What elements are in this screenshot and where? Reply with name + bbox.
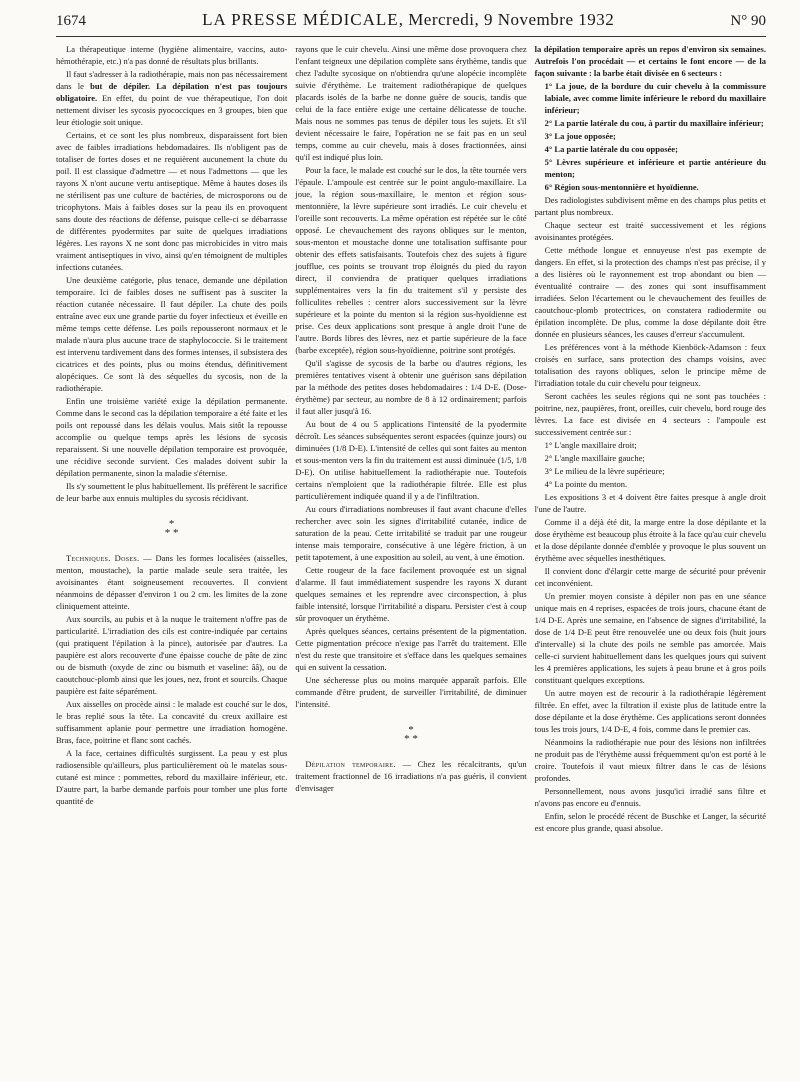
list-item: 6° Région sous-mentonnière et hyoïdienne.	[544, 182, 699, 192]
section-heading: Techniques. Doses.	[66, 553, 140, 563]
paragraph: Aux sourcils, au pubis et à la nuque le traitement n'offre pas de particularité. L'irradiation des cils est contre-indiquée par certains (qui pratiquent l'épilation à la pince), autorisée par d'autres. La paupière est alors recouverte d'une épaisse couche de pâte de zinc ou de bismuth (oxyde de zinc ou bismuth et vaseline: ââ), ou de caoutchouc-plomb ainsi que les joues, nez, front et sourcils. Chaque paupière est faite séparément.	[56, 614, 288, 696]
paragraph: Ils s'y soumettent le plus habituellement. Ils préfèrent le sacrifice de leur barbe aux ennuis multiples du sycosis récidivant.	[56, 481, 288, 503]
list-item: 1° L'angle maxillaire droit;	[544, 440, 637, 450]
paragraph: Chaque secteur est traité successivement et les régions avoisinantes protégées.	[534, 220, 766, 242]
page-header	[56, 10, 766, 37]
paragraph: Dépilation temporaire. — Chez les récalcitrants, qu'un traitement fractionnel de 16 irradiations n'a pas guéris, il convient d'envisager	[295, 759, 527, 793]
paragraph: Les préférences vont à la méthode Kienböck-Adamson : feux croisés en surface, sans protection des champs voisins, avec totalisation des rayons obliques, selon le principe même de l'irradiation totale du cuir chevelu pour teigneux.	[534, 342, 766, 388]
paragraph: Au bout de 4 ou 5 applications l'intensité de la pyodermite décroît. Les séances subséquentes seront espacées (quinze jours) ou diminuées (1/8 D-E). L'intensité de celles qui sont faites au menton et sous-menton vers la fin du traitement est aussi diminuée (1/5, 1/8 D-E). On utilise habituellement la radiothérapie nue. Toutefois certains n'emploient que la radiothérapie filtrée. Elle est plus particulièrement indiquée quand il y a de l'infiltration.	[295, 419, 527, 501]
issue-date: Mercredi, 9 Novembre 1932	[408, 10, 615, 29]
journal-title: LA PRESSE MÉDICALE	[202, 10, 399, 29]
paragraph: Une deuxième catégorie, plus tenace, demande une dépilation temporaire. Ici de faibles doses ne suffisent pas à susciter la réaction cutanée nécessaire. Il faut dépiler. La chute des poils entraîne avec eux une grande partie du foyer infectieux et éveille en même temps cette défense. Les poils repousseront normaux et le malade n'aura plus aucune trace de staphylococcie. Si le traitement est intervenu tardivement dans des formes intenses, il subsistera des cicatrices et des points, plus ou moins étendus, définitivement alopéciques. Ce sont là des séquelles du sycosis, non de la radiothérapie.	[56, 275, 288, 393]
column-3	[535, 43, 766, 835]
paragraph: Une sécheresse plus ou moins marquée apparaît parfois. Elle commande d'être prudent, de surveiller l'irritabilité, de diminuer l'intensité.	[295, 675, 527, 709]
paragraph: Qu'il s'agisse de sycosis de la barbe ou d'autres régions, les premières tentatives visent à obtenir une guérison sans dépilation par la méthode des petites doses hebdomadaires : 1/4 D-E. (Dose-érythème) par secteur, au nombre de 8 à 12 ordinairement; parfois il faut aller jusqu'à 16.	[295, 358, 527, 416]
column-1	[56, 43, 287, 835]
list-item: 1° La joue, de la bordure du cuir chevelu à la commissure labiale, avec comme limite inférieure le rebord du maxillaire inférieur;	[544, 81, 766, 115]
journal-title-line: LA PRESSE MÉDICALE, Mercredi, 9 Novembre 1932	[202, 10, 615, 29]
paragraph: Il faut s'adresser à la radiothérapie, mais non pas nécessairement dans le but de dépiler. La dépilation n'est pas toujours obligatoire. En effet, du point de vue thérapeutique, l'on doit nettement diviser les sycosis pyococciques en 3 groupes, bien que leur étiologie soit unique.	[56, 69, 288, 127]
list-item: 3° Le milieu de la lèvre supérieure;	[544, 466, 665, 476]
paragraph: rayons que le cuir chevelu. Ainsi une même dose provoquera chez l'enfant teigneux une dépilation complète sans érythème, tandis que chez l'adulte sycosique on n'obtiendra qu'une alopécie incomplète suivie d'érythème. Le traitement radiothérapique de quelques placards isolés de la barbe ne donne guère de soucis, tandis que celui de la face entière exige une certaine délicatesse de touche. Mais nous ne sommes pas tenus de dépiler tous les sujets. Et s'il devient nécessaire le faire, l'opération ne se fait pas en un seul temps, comme au cuir chevelu, mais à doses fractionnées, ainsi qu'il est indiqué plus loin.	[295, 44, 527, 162]
paragraph: Néanmoins la radiothérapie nue pour des lésions non infiltrées ne produit pas de l'érythème aussi fréquemment qu'on est porté à le croire. Toutefois il vaut mieux filtrer dans le cas de lésions profondes.	[534, 737, 766, 783]
paragraph: la dépilation temporaire après un repos d'environ six semaines. Autrefois l'on procédait — et certains le font encore — de la façon suivante : la barbe était divisée en 6 secteurs :	[534, 44, 766, 78]
column-2	[295, 43, 526, 835]
paragraph: Comme il a déjà été dit, la marge entre la dose dépilante et la dose érythème est beaucoup plus étroite à la face qu'au cuir chevelu et la dose dépilante donnée d'emblée y provoque le plus souvent un érythème avec séquelles inesthétiques.	[534, 517, 766, 563]
paragraph: Aux aisselles on procède ainsi : le malade est couché sur le dos, le bras replié sous la tête. La concavité du creux axillaire est suffisamment aplanie pour permettre une irradiation homogène. Bras, face, poitrine et flanc sont cachés.	[56, 699, 288, 745]
paragraph: Seront cachées les seules régions qui ne sont pas touchées : poitrine, nez, paupières, front, oreilles, cuir chevelu, bord rouge des lèvres. La face est divisée en 4 secteurs : l'ampoule est successivement centrée sur :	[534, 391, 766, 437]
list-item: 5° Lèvres supérieure et inférieure et partie antérieure du menton;	[544, 157, 766, 179]
list-item: 2° L'angle maxillaire gauche;	[544, 453, 645, 463]
paragraph: Personnellement, nous avons jusqu'ici irradié sans filtre et n'avons pas encore eu d'ennuis.	[534, 786, 766, 808]
paragraph: Un autre moyen est de recourir à la radiothérapie légèrement filtrée. En effet, avec la filtration il existe plus de latitude entre la dose dépilante et la dose érythème. Ces applications seront données tous les trois jours, 1/4 D-E, 4 fois, comme dans le premier cas.	[534, 688, 766, 734]
list-item: 4° La partie latérale du cou opposée;	[544, 144, 678, 154]
paragraph: A la face, certaines difficultés surgissent. La peau y est plus radiosensible qu'ailleurs, plus particulièrement où le matelas sous-cutané est mince : pommettes, rebord du maxillaire inférieur, etc. D'autre part, la barbe demande parfois pour tomber une plus forte quantité de	[56, 748, 288, 806]
issue-number: N° 90	[730, 13, 766, 29]
paragraph: La thérapeutique interne (hygiène alimentaire, vaccins, auto-hémothérapie, etc.) n'a pas donné de résultats plus brillants.	[56, 44, 288, 66]
paragraph: Pour la face, le malade est couché sur le dos, la tête tournée vers l'épaule. L'ampoule est centrée sur le point angulo-maxillaire. La joue, la région sous-maxillaire, le menton et région sous-mentonnière, la lèvre supérieure sont irradiés. Le cuir chevelu et l'oreille sont recouverts. La même opération est répétée sur le côté opposé. Le chevauchement des rayons obliques sur le menton, sous-menton et moustache donne une totalisation suffisante pour obtenir des effets satisfaisants. Toutefois chez des sujets à figure joufflue, ces points se trouvant trop éloignés du pied du rayon direct, il conviendra de pratiquer quelques irradiations supplémentaires vers la fin du traitement s'il y persiste des folliculites rebelles : centrer alors successivement sur la lèvre supérieure et la pointe du menton si la région sus-hyoïdienne est prise. Ces deux applications sont presque à angle droit l'une de l'autre. Bords libres des lèvres, nez et partie supérieure de la face (barbe exceptée), région sous-hyoïdienne, poitrine sont protégés.	[295, 165, 527, 355]
paragraph: Enfin, selon le procédé récent de Buschke et Langer, la sécurité est encore plus grande, quasi absolue.	[534, 811, 766, 833]
page-number: 1674	[56, 13, 86, 29]
paragraph: Après quelques séances, certains présentent de la pigmentation. Cette pigmentation précoce n'exige pas l'arrêt du traitement. Elle n'est du reste que transitoire et s'efface dans les quelques semaines qui en suivent la cessation.	[295, 626, 527, 672]
article-columns	[56, 43, 766, 835]
paragraph: Au cours d'irradiations nombreuses il faut avant chacune d'elles rechercher avec soin les signes d'irritabilité cutanée, indice de saturation de la peau. Cette irritabilité se traduit par une rougeur intense mais temporaire, consécutive à une légère friction, à un petit tapotement, à une exposition au soleil, au vent, à une émotion.	[295, 504, 527, 562]
paragraph: Des radiologistes subdivisent même en des champs plus petits et partant plus nombreux.	[534, 195, 766, 217]
list-item: 4° La pointe du menton.	[544, 479, 628, 489]
paragraph: Techniques. Doses. — Dans les formes localisées (aisselles, menton, moustache), la partie malade seule sera traitée, les avoisinantes étant soigneusement recouvertes. Il convient néanmoins de dépasser d'environ 1 ou 2 cm. les limites de la zone cliniquement atteinte.	[56, 553, 288, 611]
section-separator: * * *	[164, 518, 179, 539]
list-item: 2° La partie latérale du cou, à partir du maxillaire inférieur;	[544, 118, 764, 128]
section-heading: Dépilation temporaire.	[305, 759, 396, 769]
list-item: 3° La joue opposée;	[544, 131, 616, 141]
paragraph: Un premier moyen consiste à dépiler non pas en une séance unique mais en 4 reprises, espacées de trois jours, chacune étant de 1/4 D-E. Après une semaine, en l'absence de signes d'irritabilité, la dose de 1/4 D-E peut être renouvelée une ou deux fois (huit jours d'intervalle) si la chute des poils ne semble pas amorcée. Mais celle-ci survient habituellement dans les quelques jours qui suivent les 4 premières applications, les sujets à peau brune et à gros poils constituant quelques exceptions.	[534, 591, 766, 685]
paragraph: Certains, et ce sont les plus nombreux, disparaissent fort bien avec de faibles irradiations hebdomadaires. Ils n'obligent pas de totaliser de fortes doses et ne requièrent aucunement la chute du poil. Il est classique d'admettre — et nous l'admettons — que les rayons X n'ont aucune vertu antiseptique. Même à hautes doses ils ne stérilisent pas une culture de bactéries, de microsporons ou de tricophytons. Mais à faibles doses sur la peau ils en provoquent sans doute des réactions de défense, puisque celle-ci se débarrasse de différentes pyodermites par suite de quelques irradiations légères. Les rayons X ne sont donc pas microbicides in vitro mais vraiment antiseptiques in vivo, ainsi qu'en témoignent de multiples infections cutanées.	[56, 130, 288, 272]
paragraph: Cette méthode longue et ennuyeuse n'est pas exempte de dangers. En effet, si la protection des champs n'est pas précise, il y a des lisières où le rayonnement est trop abondant ou bien — éventualité contraire — des zones qui sont insuffisamment irradiées. Selon l'écartement ou le chevauchement des feuilles de caoutchouc-plomb protectrices, on constatera radiodermite ou épilation incomplète. De plus, comme la dose dépilante doit être donnée en plusieurs séances, les causes d'erreur s'accumulent.	[534, 245, 766, 339]
paragraph: Cette rougeur de la face facilement provoquée est un signal d'alarme. Il faut immédiatement suspendre les rayons X durant quelques semaines et les reprendre avec circonspection, à plus faible intensité, lorsque l'irritabilité a disparu. Persister c'est à coup sûr provoquer un érythème.	[295, 565, 527, 623]
section-separator: * * *	[404, 724, 418, 745]
paragraph: Enfin une troisième variété exige la dépilation permanente. Comme dans le second cas la dépilation temporaire a été faite et les poils ont repoussé dans les délais voulus. Mais sitôt la repousse accomplie ou quelque temps après les lésions de sycosis reparaissent. Si une nouvelle dépilation temporaire est provoquée, une récidive seconde survient. Ces malades doivent subir la dépilation permanente, sinon la maladie s'éternise.	[56, 396, 288, 478]
paragraph: Il convient donc d'élargir cette marge de sécurité pour prévenir cet inconvénient.	[534, 566, 766, 588]
paragraph: Les expositions 3 et 4 doivent être faites presque à angle droit l'une de l'autre.	[534, 492, 766, 514]
